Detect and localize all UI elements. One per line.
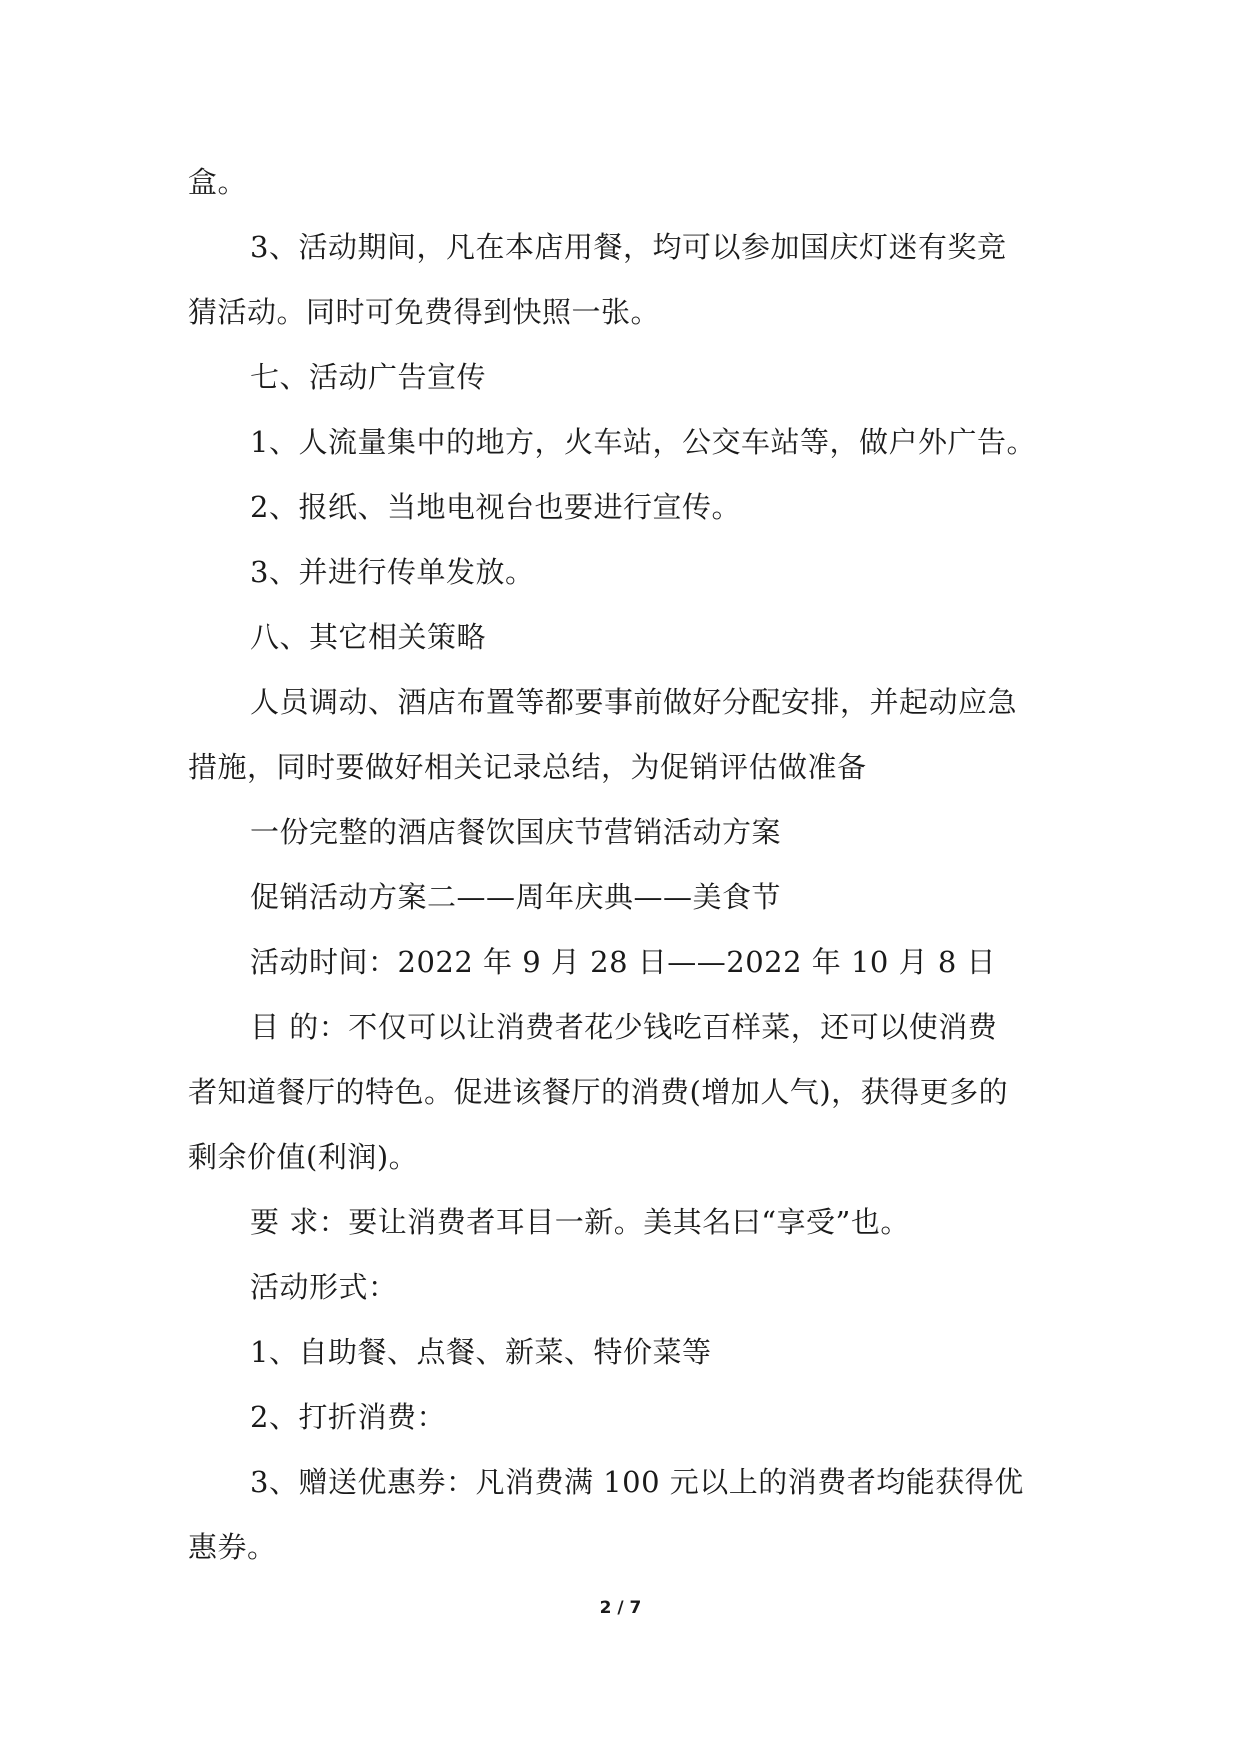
text-line: 2、打折消费： [250, 1400, 446, 1434]
text-line: 目 的：不仅可以让消费者花少钱吃百样菜，还可以使消费 [250, 1010, 998, 1044]
text-line: 活动形式： [250, 1270, 398, 1304]
section-heading: 八、其它相关策略 [250, 620, 487, 654]
text-line: 措施，同时要做好相关记录总结，为促销评估做准备 [188, 750, 867, 784]
text-line: 活动时间：2022 年 9 月 28 日——2022 年 10 月 8 日 [250, 945, 996, 979]
text-line: 2、报纸、当地电视台也要进行宣传。 [250, 490, 741, 524]
text-line: 促销活动方案二——周年庆典——美食节 [250, 880, 782, 914]
text-line: 惠券。 [188, 1530, 277, 1564]
text-line: 3、赠送优惠券：凡消费满 100 元以上的消费者均能获得优 [250, 1465, 1024, 1499]
text-line: 人员调动、酒店布置等都要事前做好分配安排，并起动应急 [250, 685, 1018, 719]
section-heading: 七、活动广告宣传 [250, 360, 487, 394]
text-line: 盒。 [188, 165, 248, 199]
text-line: 剩余价值(利润)。 [188, 1140, 419, 1174]
text-line: 要 求：要让消费者耳目一新。美其名曰“享受”也。 [250, 1205, 910, 1239]
text-line: 1、人流量集中的地方，火车站，公交车站等，做户外广告。 [250, 425, 1036, 459]
text-line: 3、并进行传单发放。 [250, 555, 535, 589]
text-line: 者知道餐厅的特色。促进该餐厅的消费(增加人气)，获得更多的 [188, 1075, 1009, 1109]
page-number: 2 / 7 [599, 1598, 642, 1618]
text-line: 3、活动期间，凡在本店用餐，均可以参加国庆灯迷有奖竞 [250, 230, 1007, 264]
text-line: 猜活动。同时可免费得到快照一张。 [188, 295, 661, 329]
text-line: 1、自助餐、点餐、新菜、特价菜等 [250, 1335, 712, 1369]
text-line: 一份完整的酒店餐饮国庆节营销活动方案 [250, 815, 782, 849]
